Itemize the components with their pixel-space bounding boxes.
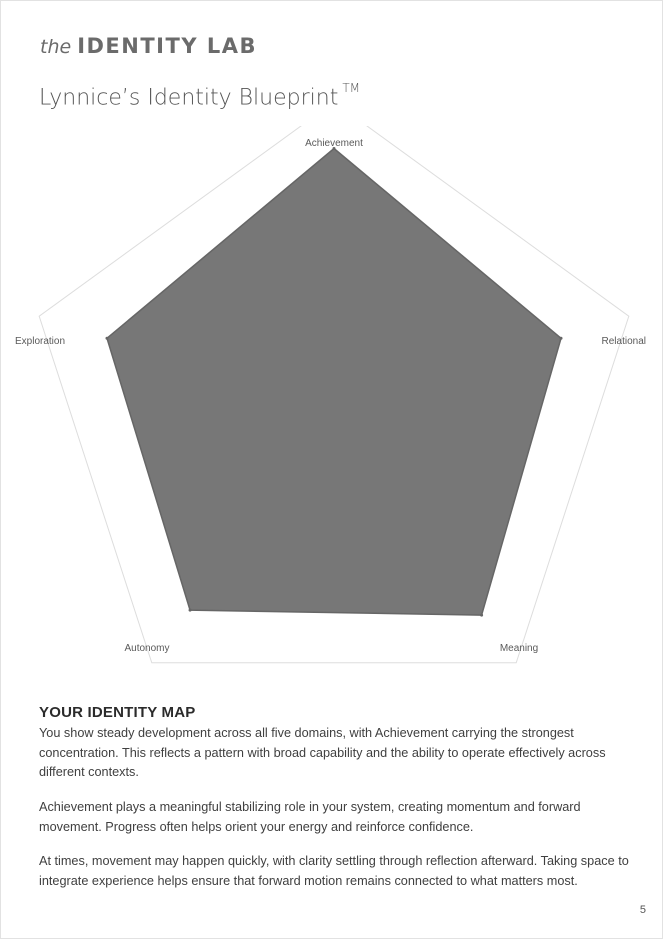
radar-chart — [1, 126, 663, 666]
radar-data-point — [105, 337, 108, 340]
radar-data-point — [189, 609, 192, 612]
radar-data-point — [560, 337, 563, 340]
brand-prefix: the — [40, 36, 72, 58]
brand-logo — [40, 33, 257, 59]
axis-label-exploration: Exploration — [15, 336, 66, 347]
radar-series-polygon — [107, 149, 561, 616]
trademark-mark: TM — [342, 81, 361, 95]
paragraph-2: Achievement plays a meaningful stabilizing role in your system, creating momentum and forward movement. Progress often helps orient your energy and reinforce confidence. — [39, 800, 581, 834]
page-title-text: Lynnice’s Identity Blueprint — [39, 85, 339, 111]
axis-label-achievement: Achievement — [305, 138, 363, 149]
page-number: 5 — [639, 904, 646, 916]
axis-label-meaning: Meaning — [499, 643, 539, 654]
axis-label-relational: Relational — [601, 336, 646, 347]
page-title — [39, 81, 361, 111]
radar-data — [105, 147, 562, 617]
radar-data-point — [480, 614, 483, 617]
paragraph-3: At times, movement may happen quickly, with clarity settling through reflection afterward. Taking space to integrate experience helps ensure that forward motion remains connected to what matters most. — [39, 854, 629, 888]
section-heading: YOUR IDENTITY MAP — [39, 704, 196, 721]
brand-name: IDENTITY LAB — [77, 34, 257, 58]
axis-label-autonomy: Autonomy — [124, 643, 170, 654]
paragraph-1: You show steady development across all five domains, with Achievement carrying the strongest concentration. This reflects a pattern with broad capability and the ability to operate effectively across different contexts. — [39, 726, 606, 779]
